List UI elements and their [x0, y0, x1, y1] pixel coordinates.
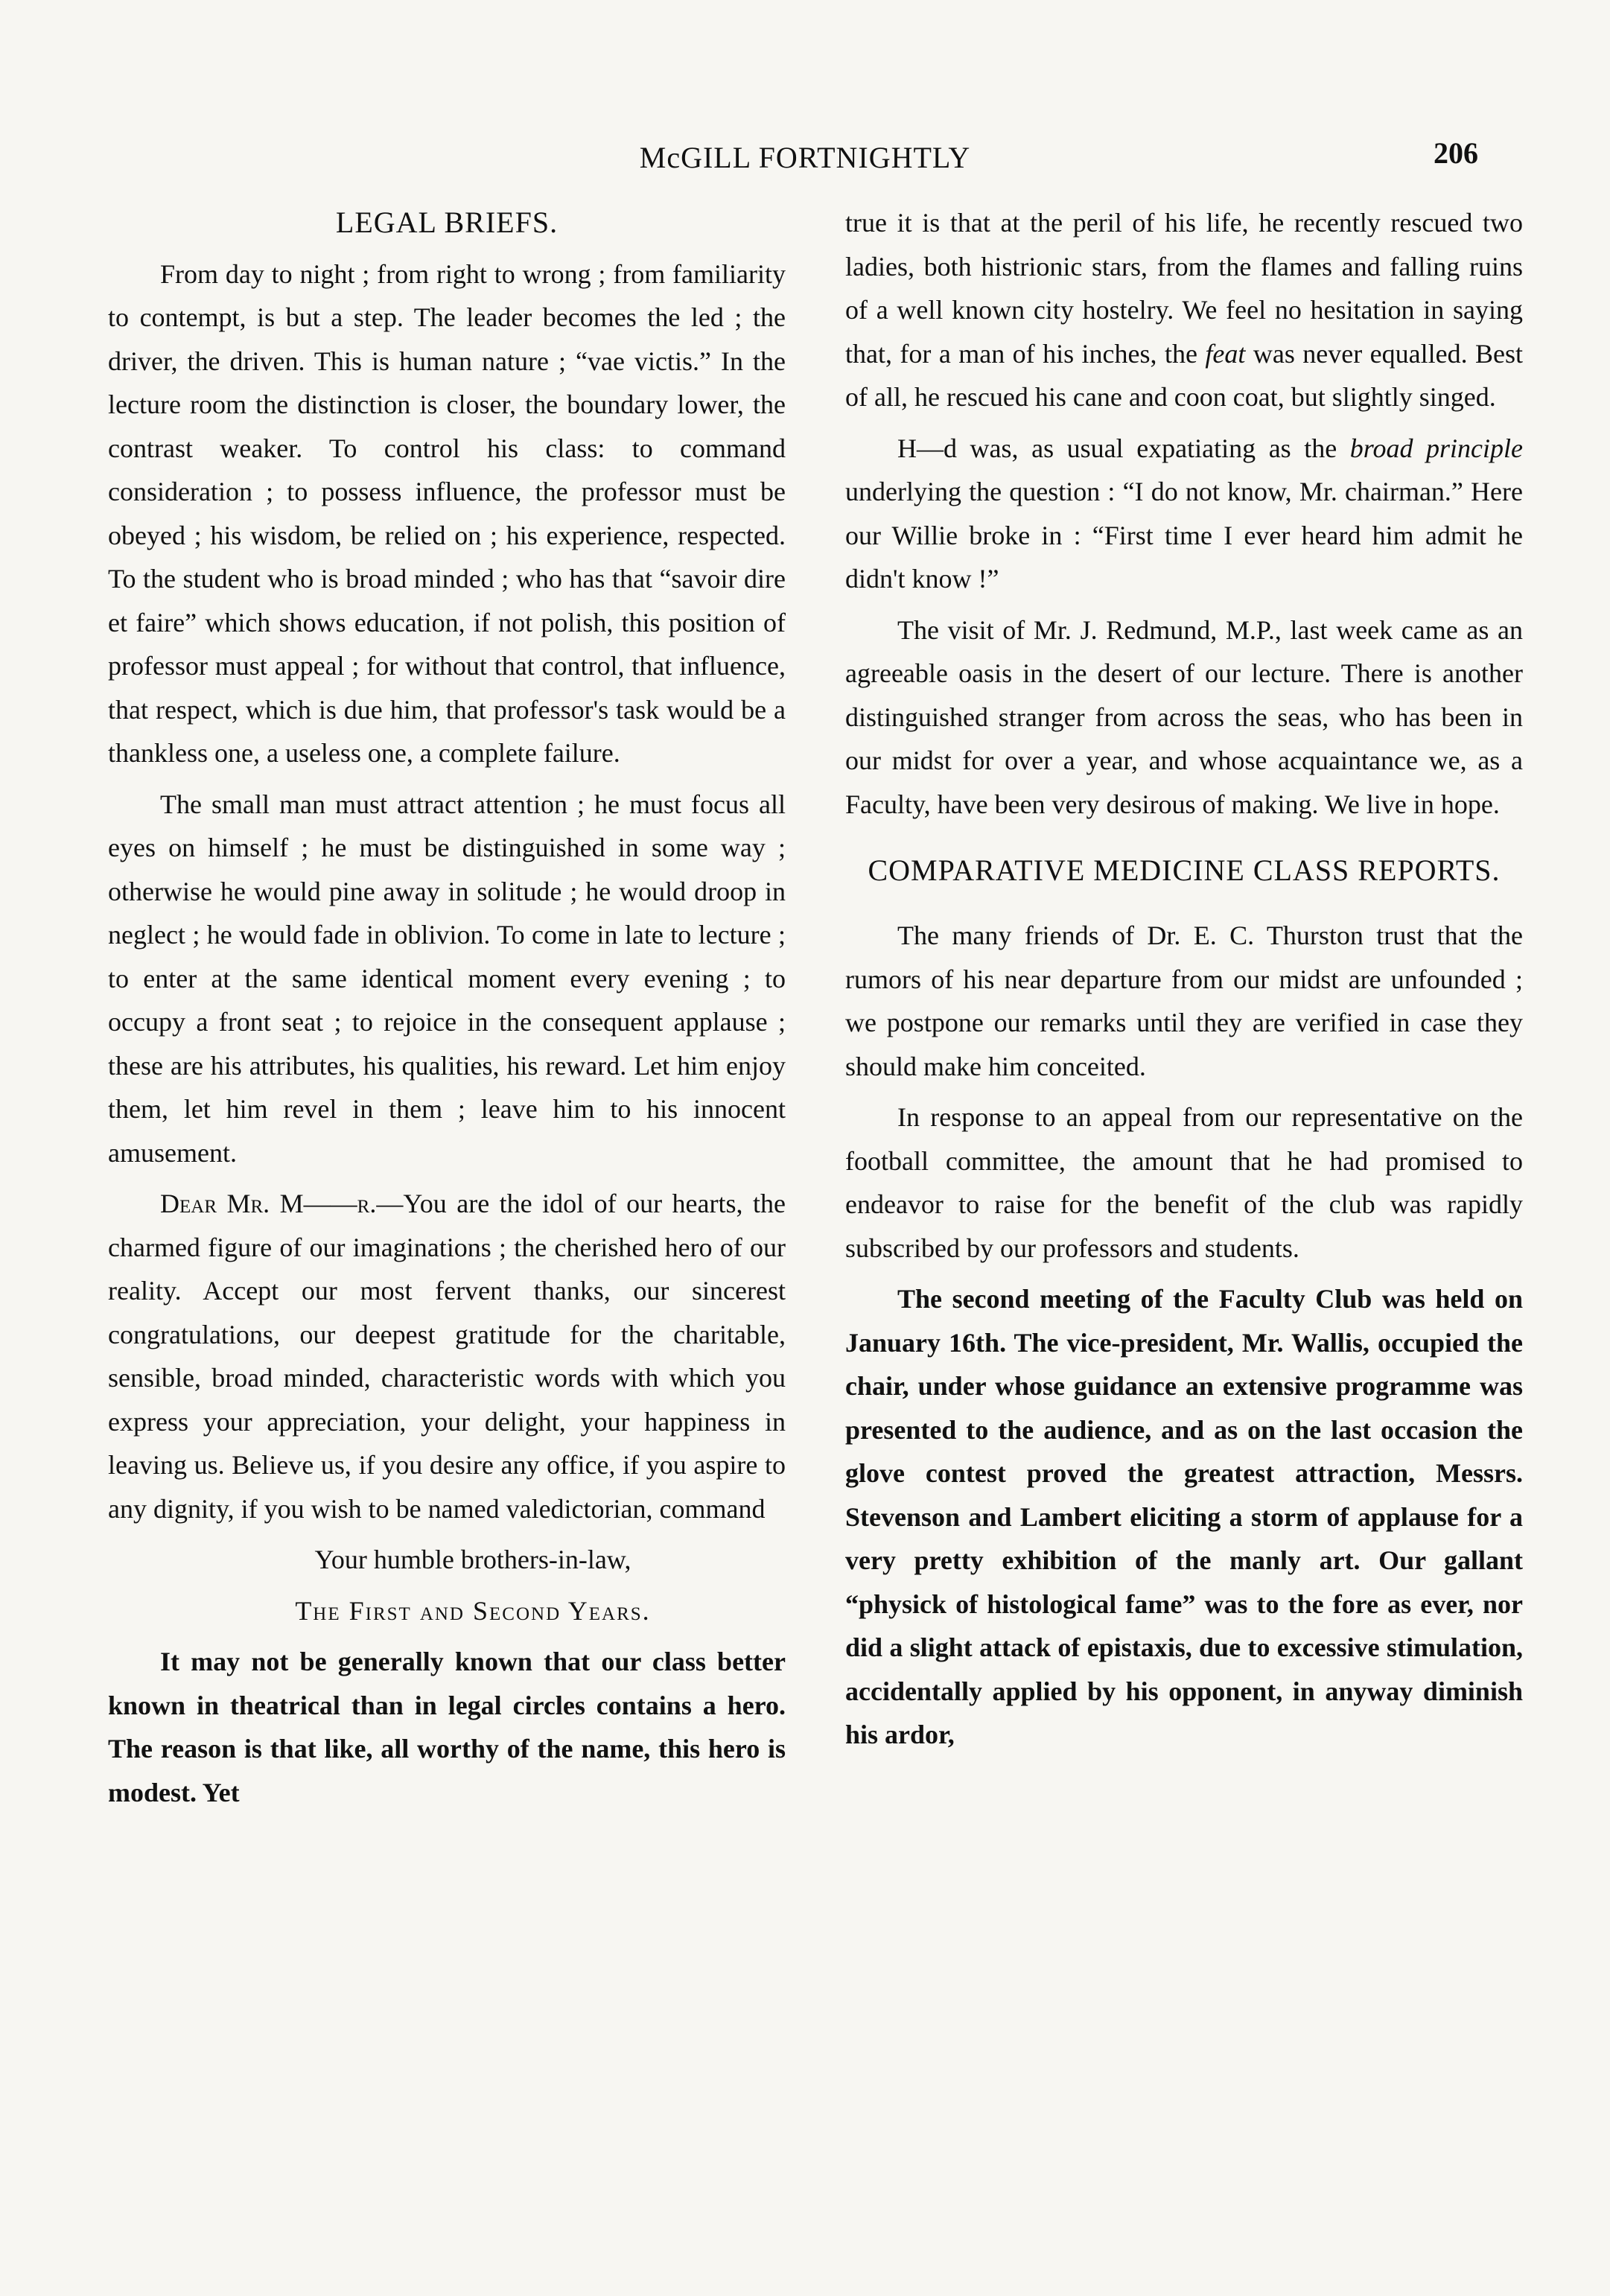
paragraph: The visit of Mr. J. Redmund, M.P., last week came as an agreeable oasis in the desert of our lecture. There is another distinguished stranger from across the seas, who has been in our midst for over a year, and whose acquaintance we, as a Faculty, have been very desirous of making. We live in hope.	[845, 614, 1523, 819]
paragraph: The many friends of Dr. E. C. Thurston trust that the rumors of his near departure from our midst are unfounded ; we postpone our remarks until they are verified in case they should make him conceited.	[845, 920, 1523, 1081]
letter-salutation: Dear Mr. M——r.	[160, 1189, 377, 1218]
letter-signoff: Your humble brothers-in-law,	[314, 1545, 631, 1574]
emphasis: broad principle	[1349, 433, 1524, 463]
letter-paragraph	[108, 1182, 786, 1530]
running-head: McGILL FORTNIGHTLY	[639, 141, 971, 174]
left-column	[108, 201, 786, 1822]
paragraph-text: H—d was, as usual expatiating as the	[897, 433, 1337, 463]
letter-body: —You are the idol of our hearts, the charmed figure of our imaginations ; the cherished hero of our reality. Accept our most fervent thanks, our sincerest congratulations, our deepest gratitude for the charitable, sensible, broad minded, characteristic words with which you express your appreciation, your delight, your happiness in leaving us. Believe us, if you desire any office, if you aspire to any dignity, if you wish to be named valedictorian, command	[108, 1189, 786, 1524]
paragraph: From day to night ; from right to wrong ; from familiarity to contempt, is but a step. The leader becomes the led ; the driver, the driven. This is human nature ; “vae victis.” In the lecture room the distinction is closer, the boundary lower, the contrast weaker. To control his class: to command consideration ; to possess influence, the professor must be obeyed ; his wisdom, be relied on ; his experience, respected. To the student who is broad minded ; who has that “savoir dire et faire” which shows education, if not polish, this position of professor must appeal ; for without that control, that influence, that respect, which is due him, that professor's task would be a thankless one, a useless one, a complete failure.	[108, 258, 786, 768]
letter-signature: The First and Second Years.	[295, 1595, 651, 1626]
paragraph	[845, 201, 1523, 419]
page-number: 206	[1434, 136, 1478, 170]
comparative-medicine-heading: COMPARATIVE MEDICINE CLASS REPORTS.	[868, 853, 1501, 887]
emphasis: feat	[1205, 338, 1246, 369]
paragraph: The small man must attract attention ; he must focus all eyes on himself ; he must be distinguished in some way ; otherwise he would pine away in solitude ; he would droop in neglect ; he would fade in oblivion. To come in late to lecture ; to enter at the same identical moment every evening ; to occupy a front seat ; to rejoice in the consequent applause ; these are his attributes, his qualities, his reward. Let him enjoy them, let him revel in them ; leave him to his innocent amusement.	[108, 789, 786, 1168]
paragraph-text: was never equalled. Best of all, he rescued his cane and coon coat, but slightly singed.	[845, 338, 1524, 412]
paragraph: The second meeting of the Faculty Club was held on January 16th. The vice-president, Mr. Wallis, occupied the chair, under whose guidance an extensive programme was presented to the audience, and as on the last occasion the glove contest proved the greatest attraction, Messrs. Stevenson and Lambert eliciting a storm of applause for a very pretty exhibition of the manly art. Our gallant “physick of histological fame” was to the fore as ever, nor did a slight attack of epistaxis, due to excessive stimulation, accidentally applied by his opponent, in anyway diminish his ardor,	[845, 1284, 1523, 1749]
paragraph: In response to an appeal from our representative on the football committee, the amount that he had promised to endeavor to raise for the benefit of the club was rapidly subscribed by our professors and students.	[845, 1102, 1523, 1263]
paragraph	[845, 427, 1523, 601]
right-column	[845, 201, 1523, 1764]
paragraph-text: underlying the question : “I do not know, Mr. chairman.” Here our Willie broke in : “First time I ever heard him admit he didn't know !”	[845, 477, 1523, 594]
paragraph: It may not be generally known that our class better known in theatrical than in legal circles contains a hero. The reason is that like, all worthy of the name, this hero is modest. Yet	[108, 1647, 786, 1807]
legal-briefs-heading: LEGAL BRIEFS.	[335, 206, 559, 239]
paragraph-text: true it is that at the peril of his life, he recently rescued two ladies, both histrionic stars, from the flames and falling ruins of a well known city hostelry. We feel no hesitation in saying that, for a man of his inches, the	[845, 208, 1523, 369]
